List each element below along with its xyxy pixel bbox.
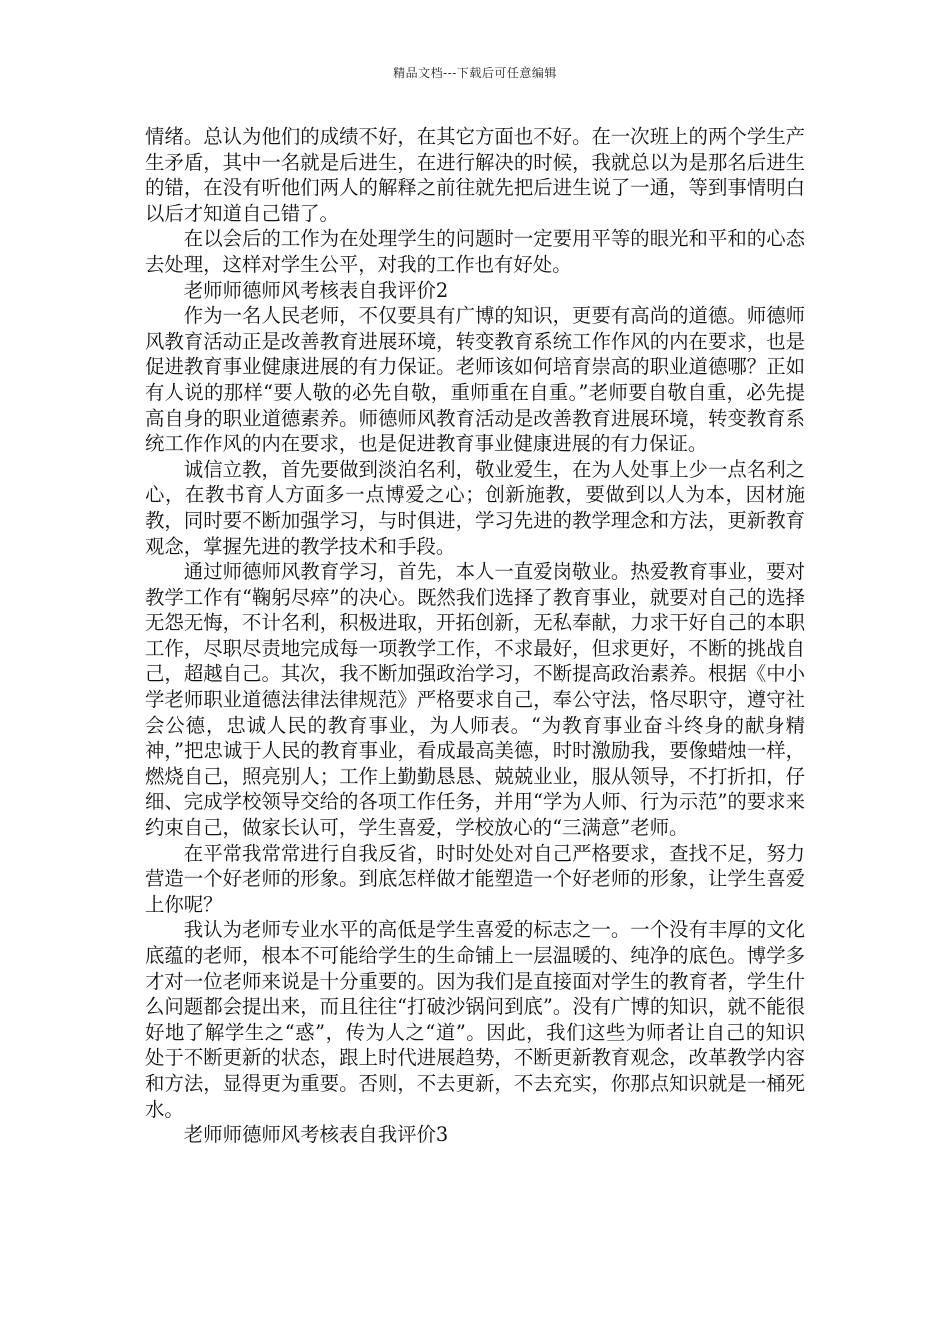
section-heading-2: 老师师德师风考核表自我评价2 bbox=[183, 278, 449, 302]
document-body bbox=[145, 124, 805, 1148]
paragraph-5: 通过师德师风教育学习，首先，本人一直爱岗敬业。热爱教育事业，要对教学工作有“鞠躬尽瘁”的决心。既然我们选择了教育事业，就要对自己的选择无怨无悔，不计名利，积极进取，开拓创新，无私奉献，力求干好自己的本职工作，尽职尽责地完成每一项教学工作，不求最好，但求更好，不断的挑战自己，超越自己。其次，我不断加强政治学习，不断提高政治素养。根据《中小学老师职业道德法律法律规范》严格要求自己，奉公守法，恪尽职守，遵守社会公德，忠诚人民的教育事业，为人师表。“为教育事业奋斗终身的献身精神，”把忠诚于人民的教育事业，看成最高美德，时时激励我，要像蜡烛一样，燃烧自己，照亮别人；工作上勤勤恳恳、兢兢业业，服从领导，不打折扣，仔细、完成学校领导交给的各项工作任务，并用“学为人师、行为示范”的要求来约束自己，做家长认可，学生喜爱，学校放心的“三满意”老师。 bbox=[145, 560, 805, 840]
paragraph-7: 我认为老师专业水平的高低是学生喜爱的标志之一。一个没有丰厚的文化底蕴的老师，根本不可能给学生的生命铺上一层温暖的、纯净的底色。博学多才对一位老师来说是十分重要的。因为我们是直接面对学生的教育者，学生什么问题都会提出来，而且往往“打破沙锅问到底”。没有广博的知识，就不能很好地了解学生之“惑”，传为人之“道”。因此，我们这些为师者让自己的知识处于不断更新的状态，跟上时代进展趋势，不断更新教育观念，改革教学内容和方法，显得更为重要。否则，不去更新，不去充实，你那点知识就是一桶死水。 bbox=[145, 918, 805, 1121]
section-heading-3: 老师师德师风考核表自我评价3 bbox=[183, 1123, 449, 1147]
paragraph-1: 情绪。总认为他们的成绩不好，在其它方面也不好。在一次班上的两个学生产生矛盾，其中一名就是后进生，在进行解决的时候，我就总以为是那名后进生的错，在没有听他们两人的解释之前往就先把后进生说了一通，等到事情明白以后才知道自己错了。 bbox=[145, 125, 805, 225]
paragraph-6: 在平常我常常进行自我反省，时时处处对自己严格要求，查找不足，努力营造一个好老师的形象。到底怎样做才能塑造一个好老师的形象，让学生喜爱上你呢？ bbox=[145, 841, 805, 916]
page-header: 精品文档---下载后可任意编辑 bbox=[393, 66, 557, 80]
paragraph-4: 诚信立教，首先要做到淡泊名利，敬业爱生，在为人处事上少一点名利之心，在教书育人方面多一点博爱之心；创新施教，要做到以人为本，因材施教，同时要不断加强学习，与时俱进，学习先进的教学理念和方法，更新教育观念，掌握先进的教学技术和手段。 bbox=[145, 457, 805, 558]
paragraph-2: 在以会后的工作为在处理学生的问题时一定要用平等的眼光和平和的心态去处理，这样对学生公平，对我的工作也有好处。 bbox=[145, 227, 805, 276]
paragraph-3: 作为一名人民老师，不仅要具有广博的知识，更要有高尚的道德。师德师风教育活动正是改善教育进展环境，转变教育系统工作作风的内在要求，也是促进教育事业健康进展的有力保证。老师该如何培育崇高的职业道德哪？正如有人说的那样“要人敬的必先自敬，重师重在自重。”老师要自敬自重，必先提高自身的职业道德素养。师德师风教育活动是改善教育进展环境，转变教育系统工作作风的内在要求，也是促进教育事业健康进展的有力保证。 bbox=[145, 304, 805, 456]
